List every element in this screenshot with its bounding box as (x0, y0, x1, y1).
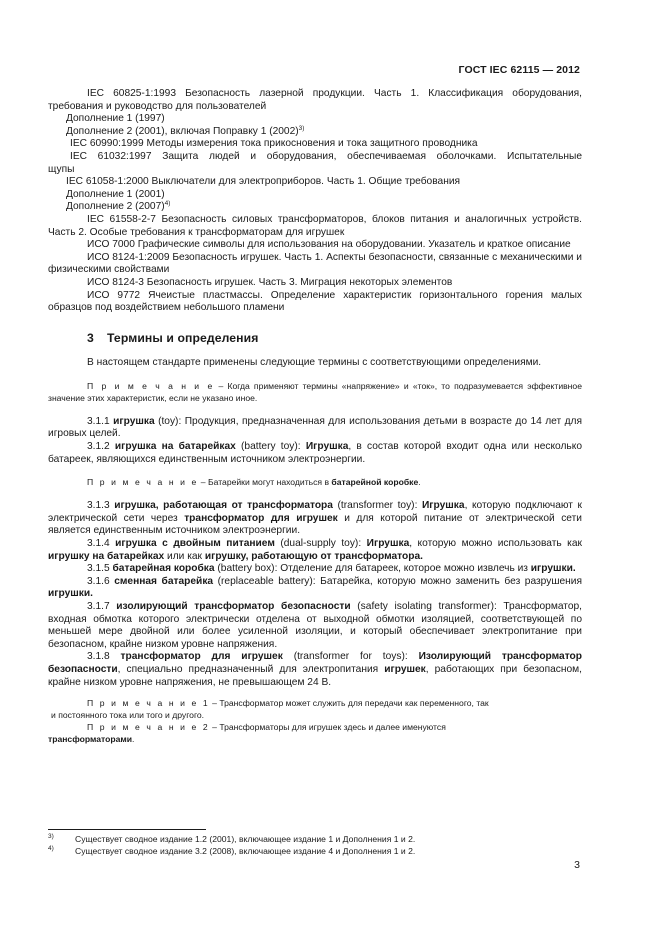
note-1-cont: и постоянного тока или того и другого. (51, 710, 205, 721)
ref-iec-61558-2-7: IEC 61558-2-7 Безопасность силовых трансформаторов, блоков питания и аналогичных устройств. Часть 2. Особые требования к трансформаторам для игрушек (48, 213, 582, 238)
footnote-3 (48, 833, 582, 845)
section-heading (87, 332, 582, 345)
note-text: . (132, 734, 135, 745)
definition-number: 3.1.8 (87, 651, 121, 663)
definition-3-1-4 (48, 538, 582, 563)
definition-text: , работающих при безопасном, крайне низком уровне напряжения, не превышающем 24 В. (48, 663, 582, 688)
definition-term: игрушка с двойным питанием (115, 538, 275, 550)
footnote-mark: 4) (48, 845, 54, 853)
footnote-rule (48, 829, 206, 830)
definition-term: игрушка на батарейках (114, 441, 236, 453)
footnote-ref-4: 4) (164, 200, 171, 208)
ref-text: Дополнение 2 (2007) (66, 201, 165, 213)
ref-iec-60825-1 (48, 88, 582, 101)
definition-number: 3.1.4 (87, 538, 116, 550)
note-2 (48, 721, 582, 733)
ref-text: IEC 61032:1997 Защита людей и оборудования, обеспечиваемая оболочками. Испытательные (70, 150, 582, 162)
document-header: ГОСТ IEC 62115 — 2012 (458, 64, 580, 76)
term-reference: Игрушка (421, 500, 465, 512)
definition-number: 3.1.3 (87, 500, 115, 512)
term-reference: игрушки. (48, 588, 93, 600)
term-reference: игрушку, работающую от трансформатора. (204, 550, 423, 562)
footnote-text: Существует сводное издание 3.2 (2008), включающее издание 4 и Дополнения 1 и 2. (75, 846, 416, 857)
definition-number: 3.1.5 (87, 563, 113, 575)
definition-text: , которую подключают к электрической сети через (48, 500, 582, 524)
ref-iso-8124-3: ИСО 8124-3 Безопасность игрушек. Часть 3. Миграция некоторых элементов (87, 276, 453, 288)
ref-iso-8124-1: ИСО 8124-1:2009 Безопасность игрушек. Часть 1. Аспекты безопасности, связанные с механическими и физическими свойствами (48, 251, 582, 276)
note-label: П р и м е ч а н и е 1 (87, 698, 210, 709)
definition-3-1-1 (48, 416, 582, 441)
note (48, 380, 582, 404)
term-reference: игрушку на батарейках (48, 550, 165, 562)
definition-text: , в состав которой входит одна или несколько батареек, являющихся единственным источником электроэнергии. (48, 441, 582, 465)
document-body (48, 88, 582, 745)
definition-3-1-3 (48, 500, 582, 538)
definition-term: игрушка, работающая от трансформатора (114, 500, 333, 512)
definition-3-1-8 (48, 651, 582, 689)
definition-3-1-2 (48, 441, 582, 466)
definition-term: изолирующий трансформатор безопасности (116, 601, 351, 612)
definition-number: 3.1.1 (87, 415, 114, 427)
footnote-4 (48, 845, 582, 857)
page-number: 3 (574, 859, 580, 871)
footnote-mark: 3) (48, 833, 54, 840)
section-intro: В настоящем стандарте применены следующие термины с соответствующими определениями. (87, 357, 542, 369)
definition-number: 3.1.7 (87, 601, 117, 612)
ref-iec-61032 (48, 151, 582, 164)
term-reference: трансформаторами (48, 734, 133, 745)
term-reference: батарейной коробке (331, 477, 419, 488)
footnote-text: Существует сводное издание 1.2 (2001), включающее издание 1 и Дополнения 1 и 2. (75, 834, 416, 844)
spacer (48, 689, 582, 697)
ref-iec-60825-1-cont: требования и руководство для пользователей (48, 100, 267, 112)
definition-text: (toy): Продукция, предназначенная для использования детьми в возрасте до 14 лет для игровых целей. (48, 415, 583, 440)
definition-text: и для которой питание от электрической сети является единственным источником электроэнергии. (48, 512, 582, 537)
definition-text: или как (164, 550, 205, 562)
definition-3-1-5 (48, 563, 582, 576)
term-reference: Игрушка (366, 538, 410, 550)
note-label: П р и м е ч а н и е 2 (87, 722, 210, 733)
definition-3-1-6 (48, 576, 582, 601)
term-reference: игрушки. (530, 563, 576, 575)
definition-term: игрушка (113, 415, 155, 427)
ref-amendment-1-1997: Дополнение 1 (1997) (66, 113, 165, 125)
section-title: Термины и определения (107, 330, 259, 345)
note-text: . (418, 477, 421, 488)
note-1 (48, 697, 582, 709)
note-text: – Батарейки могут находиться в (198, 477, 332, 488)
definition-number: 3.1.2 (87, 441, 115, 453)
ref-iso-7000: ИСО 7000 Графические символы для использования на оборудовании. Указатель и краткое описание (87, 239, 571, 251)
note-text: – Когда применяют термины «напряжение» и «ток», то подразумевается эффективное значение этих характеристик, если не указано иное. (48, 380, 582, 403)
definition-number: 3.1.6 (87, 575, 115, 587)
term-reference: Изолирующий трансформатор безопасности (48, 651, 582, 675)
definition-text: , специально предназначенный для электропитания (117, 663, 385, 675)
definition-text: (safety isolating transformer): Трансформатор, входная обмотка которого электрически отделена от выходной обмотки изоляцией, соответствующей по меньшей мере двойной или более усиленной изоляции, и который обеспечивает электропитание при безопасном, крайне низком уровне напряжения. (48, 601, 582, 650)
definition-text: (replaceable battery): Батарейка, которую можно заменить без разрушения (213, 575, 582, 587)
ref-iec-61032-cont: щупы (48, 163, 75, 175)
definition-text: (transformer for toys): (282, 651, 419, 663)
term-reference: Игрушка (305, 441, 349, 453)
footnote-ref-3: 3) (298, 124, 305, 132)
ref-text: Дополнение 2 (2001), включая Поправку 1 (2002) (66, 125, 299, 137)
definition-term: трансформатор для игрушек (120, 651, 283, 663)
note (48, 476, 582, 488)
term-reference: трансформатор для игрушек (184, 512, 338, 524)
definition-term: батарейная коробка (112, 563, 215, 575)
note-label: П р и м е ч а н и е (87, 380, 215, 391)
ref-amendment-2-2007 (48, 201, 582, 214)
definition-text: (dual-supply toy): (274, 538, 367, 550)
note-text: – Трансформатор может служить для передачи как переменного, так (209, 698, 489, 709)
definition-term: сменная батарейка (114, 575, 214, 587)
definition-text: (battery box): Отделение для батареек, которое можно извлечь из (214, 563, 531, 575)
definition-3-1-7 (48, 601, 582, 651)
section-number: 3 (87, 330, 94, 345)
ref-amendment-1-2001: Дополнение 1 (2001) (66, 188, 165, 200)
note-text: – Трансформаторы для игрушек здесь и далее именуются (209, 722, 446, 733)
footnotes (48, 829, 582, 858)
definition-text: , которую можно использовать как (409, 538, 582, 550)
ref-iec-60990: IEC 60990:1999 Методы измерения тока прикосновения и тока защитного проводника (70, 138, 478, 150)
definition-text: (battery toy): (235, 441, 306, 453)
ref-amendment-2-2001 (48, 126, 582, 139)
ref-iec-61058-1: IEC 61058-1:2000 Выключатели для электроприборов. Часть 1. Общие требования (66, 176, 461, 188)
note-2-cont (48, 733, 582, 745)
definition-text: (transformer toy): (332, 500, 422, 512)
ref-text: IEC 60825-1:1993 Безопасность лазерной продукции. Часть 1. Классификация оборудования, (87, 88, 582, 99)
term-reference: игрушек (384, 663, 426, 675)
ref-iso-9772: ИСО 9772 Ячеистые пластмассы. Определение характеристик горизонтального горения малых образцов под воздействием небольшого пламени (48, 289, 582, 314)
note-label: П р и м е ч а н и е (87, 477, 199, 488)
